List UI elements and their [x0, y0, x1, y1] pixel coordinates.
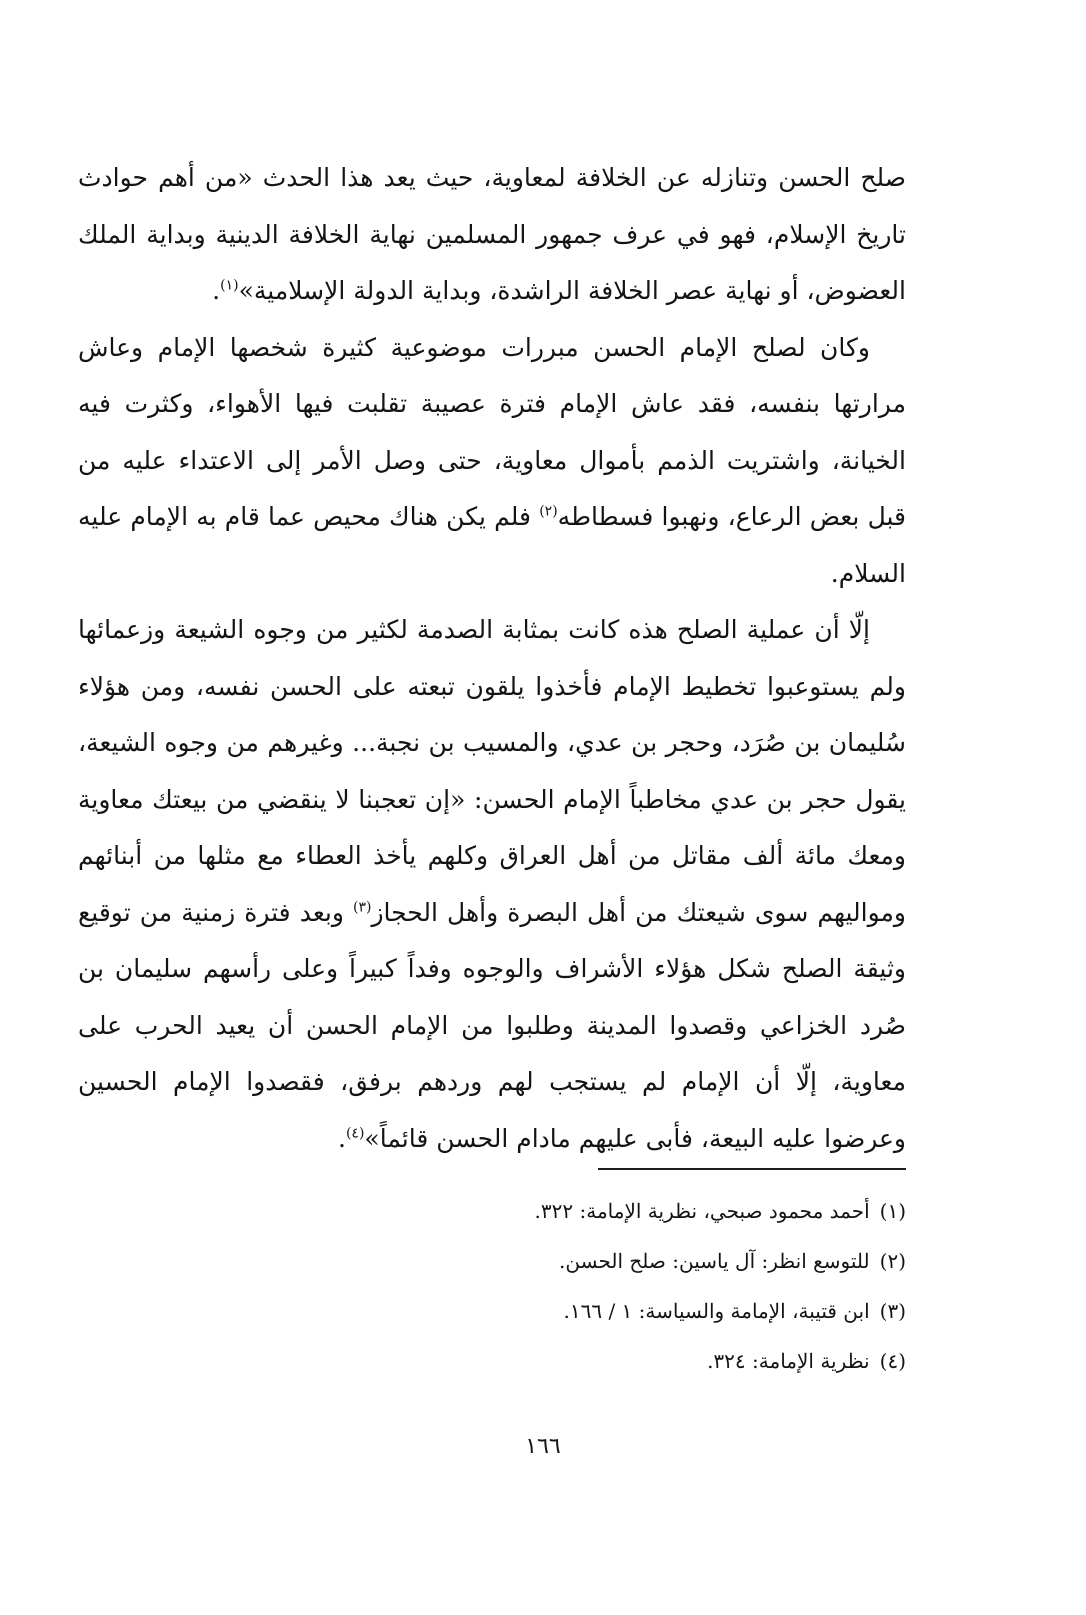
- footnote: [300, 1186, 906, 1236]
- footnote-text: ابن قتيبة، الإمامة والسياسة: ١ / ١٦٦.: [563, 1299, 870, 1323]
- footnote-marker: (٤): [879, 1349, 906, 1373]
- paragraph: [78, 602, 906, 1167]
- footnote-marker: (١): [879, 1199, 906, 1223]
- footnote-marker: (٣): [879, 1299, 906, 1323]
- footnote-reference: (٤): [345, 1125, 365, 1142]
- paragraph-text: صلح الحسن وتنازله عن الخلافة لمعاوية، حيث يعد هذا الحدث «من أهم حوادث تاريخ الإسلام، فهو في عرف جمهور المسلمين نهاية الخلافة الدينية وبداية الملك العضوض، أو نهاية عصر الخلافة الراشدة، وبداية الدولة الإسلامية»: [78, 163, 906, 305]
- paragraph: [78, 150, 906, 320]
- paragraph-end: .: [338, 1123, 346, 1153]
- footnotes: [300, 1186, 906, 1386]
- footnote: [300, 1286, 906, 1336]
- paragraph-tail: وبعد فترة زمنية من توقيع وثيقة الصلح شكل هؤلاء الأشراف والوجوه وفداً كبيراً وعلى رأسهم سليمان بن صُرد الخزاعي وقصدوا المدينة وطلبوا من الإمام الحسن أن يعيد الحرب على معاوية، إلّا أن الإمام لم يستجب لهم وردهم برفق، فقصدوا الإمام الحسين وعرضوا عليه البيعة، فأبى عليهم مادام الحسن قائماً»: [78, 897, 906, 1153]
- paragraph-text: وكان لصلح الإمام الحسن مبررات موضوعية كثيرة شخصها الإمام وعاش مرارتها بنفسه، فقد عاش الإمام فترة عصيبة تقلبت فيها الأهواء، وكثرت فيه الخيانة، واشتريت الذمم بأموال معاوية، حتى وصل الأمر إلى الاعتداء عليه من قبل بعض الرعاع، ونهبوا فسطاطه: [78, 332, 906, 531]
- page-number: ١٦٦: [525, 1434, 561, 1459]
- footnote: [300, 1336, 906, 1386]
- footnote-reference: (٣): [352, 899, 372, 916]
- footnote-text: نظرية الإمامة: ٣٢٤.: [707, 1349, 870, 1373]
- main-text: [78, 150, 906, 1167]
- footnote-text: أحمد محمود صبحي، نظرية الإمامة: ٣٢٢.: [534, 1199, 870, 1223]
- footnote-separator: [598, 1168, 906, 1170]
- footnote-reference: (٢): [539, 503, 558, 520]
- paragraph: [78, 320, 906, 603]
- footnote: [300, 1236, 906, 1286]
- paragraph-tail: .: [212, 276, 221, 305]
- paragraph-tail: فلم يكن هناك محيص عما قام به الإمام عليه السلام.: [78, 502, 906, 588]
- footnote-marker: (٢): [879, 1249, 906, 1273]
- footnote-reference: (١): [220, 277, 239, 294]
- footnote-text: للتوسع انظر: آل ياسين: صلح الحسن.: [559, 1249, 870, 1273]
- paragraph-text: إلّا أن عملية الصلح هذه كانت بمثابة الصدمة لكثير من وجوه الشيعة وزعمائها ولم يستوعبوا تخطيط الإمام فأخذوا يلقون تبعته على الحسن نفسه، ومن هؤلاء سُليمان بن صُرَد، وحجر بن عدي، والمسيب بن نجبة... وغيرهم من وجوه الشيعة، يقول حجر بن عدي مخاطباً الإمام الحسن: «إن تعجبنا لا ينقضي من بيعتك معاوية ومعك مائة ألف مقاتل من أهل العراق وكلهم يأخذ العطاء مع مثلها من أبنائهم ومواليهم سوى شيعتك من أهل البصرة وأهل الحجاز: [78, 615, 906, 927]
